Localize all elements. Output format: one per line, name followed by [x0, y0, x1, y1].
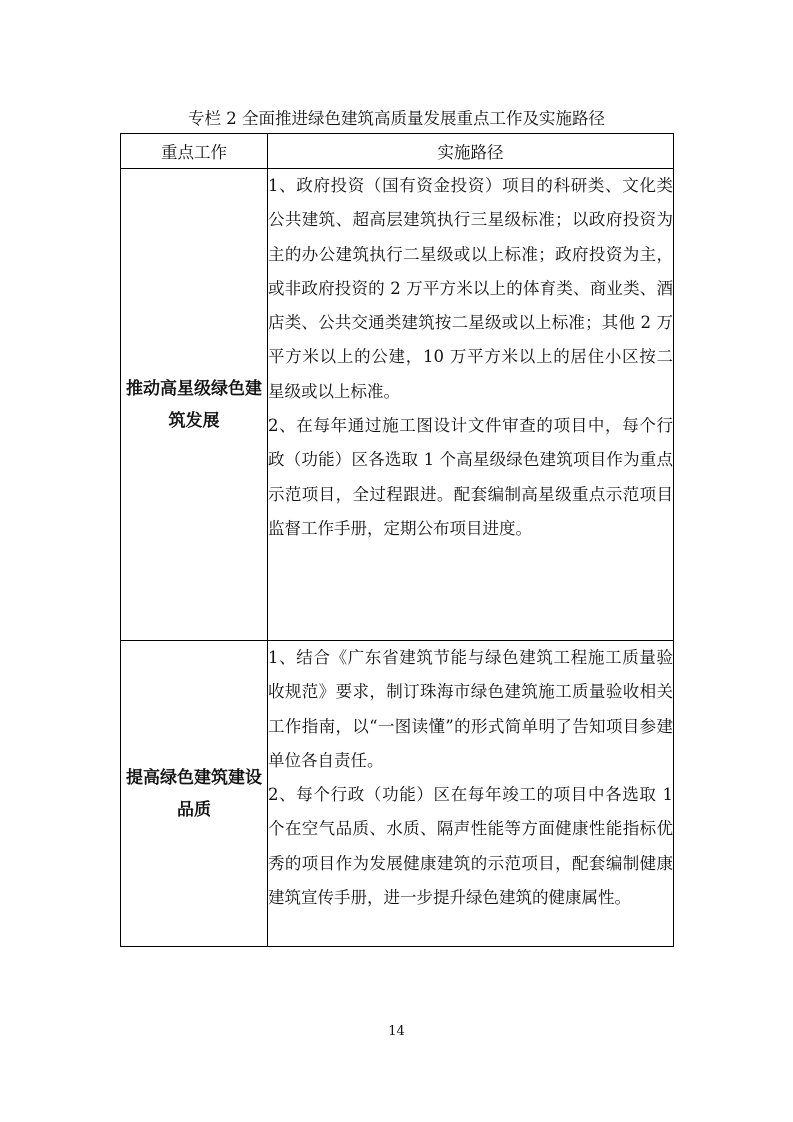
path-paragraph: 2、在每年通过施工图设计文件审查的项目中，每个行政（功能）区各选取 1 个高星级绿色建筑项目作为重点示范项目，全过程跟进。配套编制高星级重点示范项目监督工作手册，定期公布项目进度。 — [268, 416, 673, 538]
implementation-path-cell — [268, 641, 674, 947]
table-row — [121, 641, 674, 947]
table-caption: 专栏 2 全面推进绿色建筑高质量发展重点工作及实施路径 — [188, 109, 605, 128]
table-row — [121, 169, 674, 641]
path-paragraph: 1、结合《广东省建筑节能与绿色建筑工程施工质量验收规范》要求，制订珠海市绿色建筑施工质量验收相关工作指南，以“一图读懂”的形式简单明了告知项目参建单位各自责任。 — [268, 648, 673, 770]
page-number: 14 — [388, 1024, 405, 1039]
key-work-table — [120, 133, 674, 947]
key-work-cell: 推动高星级绿色建筑发展 — [121, 169, 268, 641]
key-work-cell: 提高绿色建筑建设品质 — [121, 641, 268, 947]
table-header-row — [121, 134, 674, 169]
header-key-work: 重点工作 — [121, 134, 268, 169]
header-implementation-path: 实施路径 — [268, 134, 674, 169]
implementation-path-cell — [268, 169, 674, 641]
path-paragraph: 2、每个行政（功能）区在每年竣工的项目中各选取 1 个在空气品质、水质、隔声性能等方面健康性能指标优秀的项目作为发展健康建筑的示范项目，配套编制健康建筑宣传手册，进一步提升绿色建筑的健康属性。 — [268, 785, 673, 908]
path-paragraph: 1、政府投资（国有资金投资）项目的科研类、文化类公共建筑、超高层建筑执行三星级标准；以政府投资为主的办公建筑执行二星级或以上标准；政府投资为主，或非政府投资的 2 万平方米以上的体育类、商业类、酒店类、公共交通类建筑按二星级或以上标准；其他 2 万平方米以上的公建，10 万平方米以上的居住小区按二星级或以上标准。 — [268, 176, 673, 401]
